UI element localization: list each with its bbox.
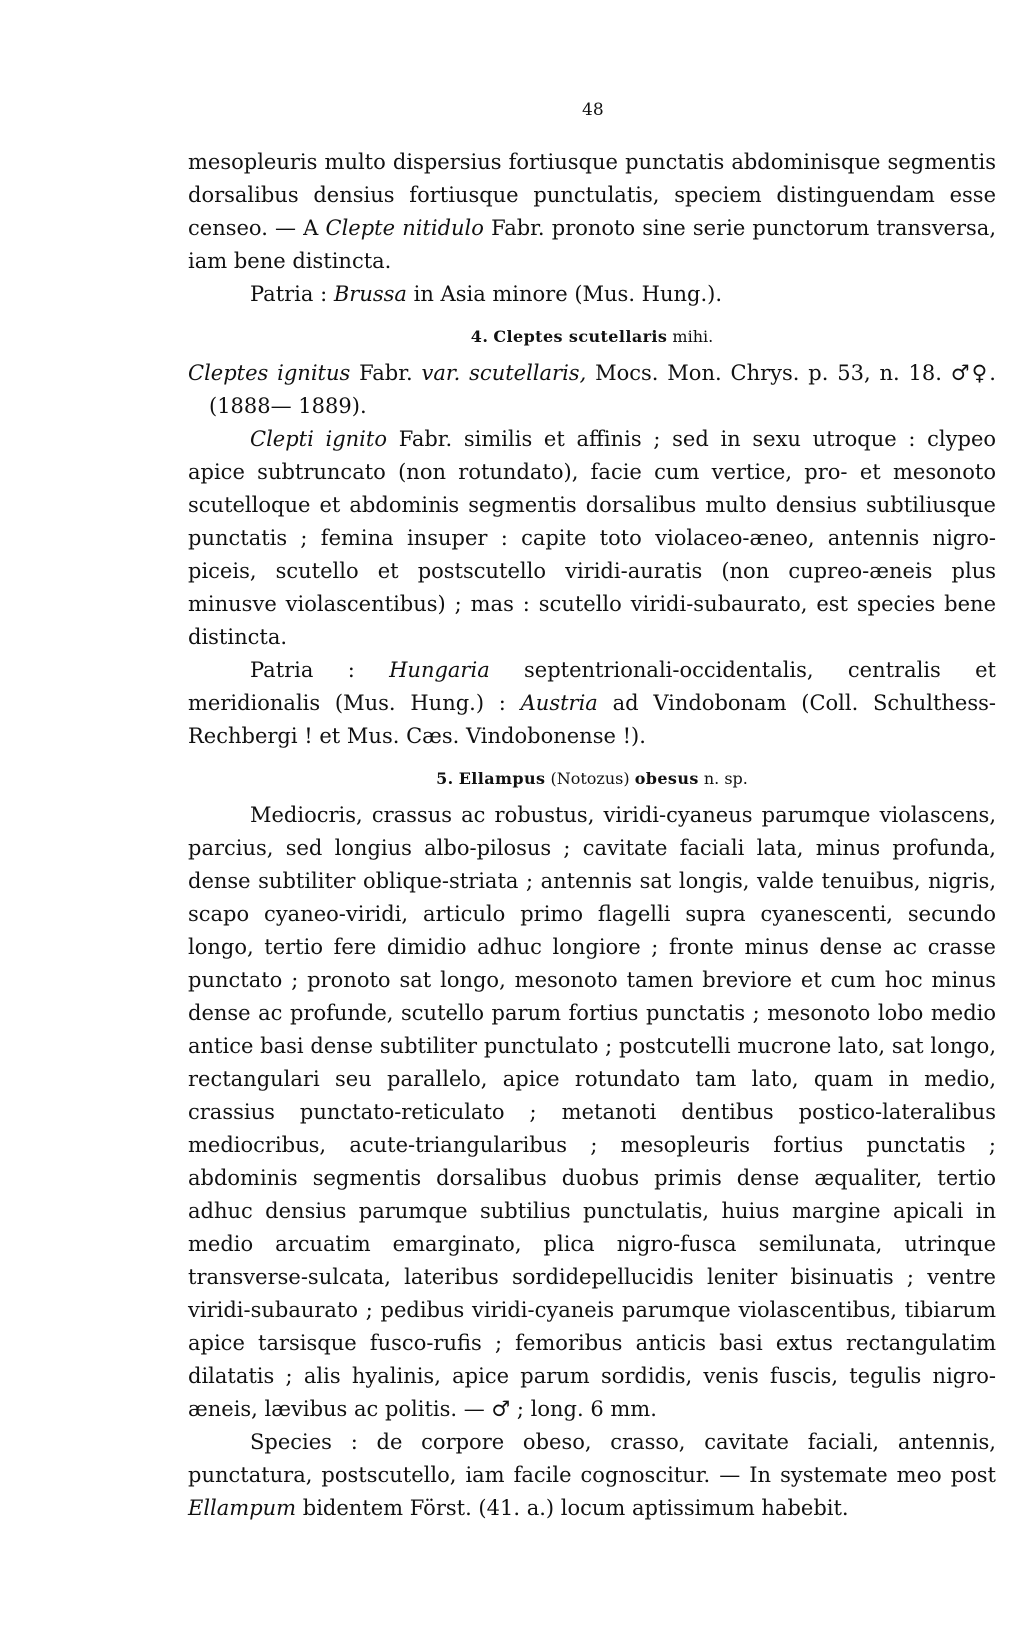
locality-name: Brussa: [333, 282, 407, 306]
page-body: [188, 146, 996, 1525]
synonymy-citation: Cleptes ignitus Fabr. var. scutellaris, Mocs. Mon. Chrys. p. 53, n. 18. ♂♀. (1888— 1889).: [188, 361, 996, 418]
paragraph-continuation: mesopleuris multo dispersius fortiusque punctatis abdominisque segmentis dorsalibus densius fortiusque punctulatis, speciem distinguendam esse censeo. — A Clepte nitidulo Fabr. pronoto sine serie punctorum transversa, iam bene distincta.: [188, 150, 996, 273]
paragraph-patria-2: Patria : Hungaria septentrionali-occidentalis, centralis et meridionalis (Mus. Hung.) : Austria ad Vindobonam (Coll. Schulthess-Rechbergi ! et Mus. Cæs. Vindobonense !).: [188, 658, 996, 748]
taxon-name: Clepte nitidulo: [325, 216, 484, 240]
paragraph-species-description: Mediocris, crassus ac robustus, viridi-cyaneus parumque violascens, parcius, sed longius albo-pilosus ; cavitate faciali lata, minus profunda, dense subtiliter oblique-striata ; antennis sat longis, valde tenuibus, nigris, scapo cyaneo-viridi, articulo primo flagelli supra cyanescenti, secundo longo, tertio fere dimidio adhuc longiore ; fronte minus dense ac crasse punctato ; pronoto sat longo, mesonoto tamen breviore et cum hoc minus dense ac profunde, scutello parum fortius punctatis ; mesonoto lobo medio antice basi dense subtiliter punctulato ; postcutelli mucrone lato, sat longo, rectangulari seu parallelo, apice rotundato tam lato, quam in medio, crassius punctato-reticulato ; metanoti dentibus postico-lateralibus mediocribus, acute-triangularibus ; mesopleuris fortius punctatis ; abdominis segmentis dorsalibus duobus primis dense æqualiter, tertio adhuc densius parumque subtilius punctulatis, huius margine apicali in medio arcuatim emarginato, plica nigro-fusca semilunata, utrinque transverse-sulcata, lateribus sordidepellucidis leniter bisinuatis ; ventre viridi-subaurato ; pedibus viridi-cyaneis parumque violascentibus, tibiarum apice tarsisque fusco-rufis ; femoribus anticis basi extus rectangulatim dilatatis ; alis hyalinis, apice parum sordidis, venis fuscis, tegulis nigro-æneis, lævibus ac politis. — ♂ ; long. 6 mm.: [188, 803, 996, 1421]
paragraph-patria: Patria : Brussa in Asia minore (Mus. Hung.).: [250, 282, 723, 306]
paragraph-description: Clepti ignito Fabr. similis et affinis ; sed in sexu utroque : clypeo apice subtruncato (non rotundato), facie cum vertice, pro- et mesonoto scutelloque et abdominis segmentis dorsalibus multo densius subtiliusque punctatis ; femina insuper : capite toto violaceo-æneo, antennis nigro-piceis, scutello et postscutello viridi-auratis (non cupreo-æneis plus minusve violascentibus) ; mas : scutello viridi-subaurato, est species bene distincta.: [188, 427, 997, 649]
species-heading-4: 4. Cleptes scutellaris mihi.: [470, 327, 714, 346]
paragraph-species-remarks: Species : de corpore obeso, crasso, cavitate faciali, antennis, punctatura, postscutello, iam facile cognoscitur. — In systemate meo post Ellampum bidentem Först. (41. a.) locum aptissimum habebit.: [188, 1430, 996, 1520]
page-number: 48: [582, 100, 604, 120]
species-heading-5: 5. Ellampus (Notozus) obesus n. sp.: [436, 769, 748, 788]
